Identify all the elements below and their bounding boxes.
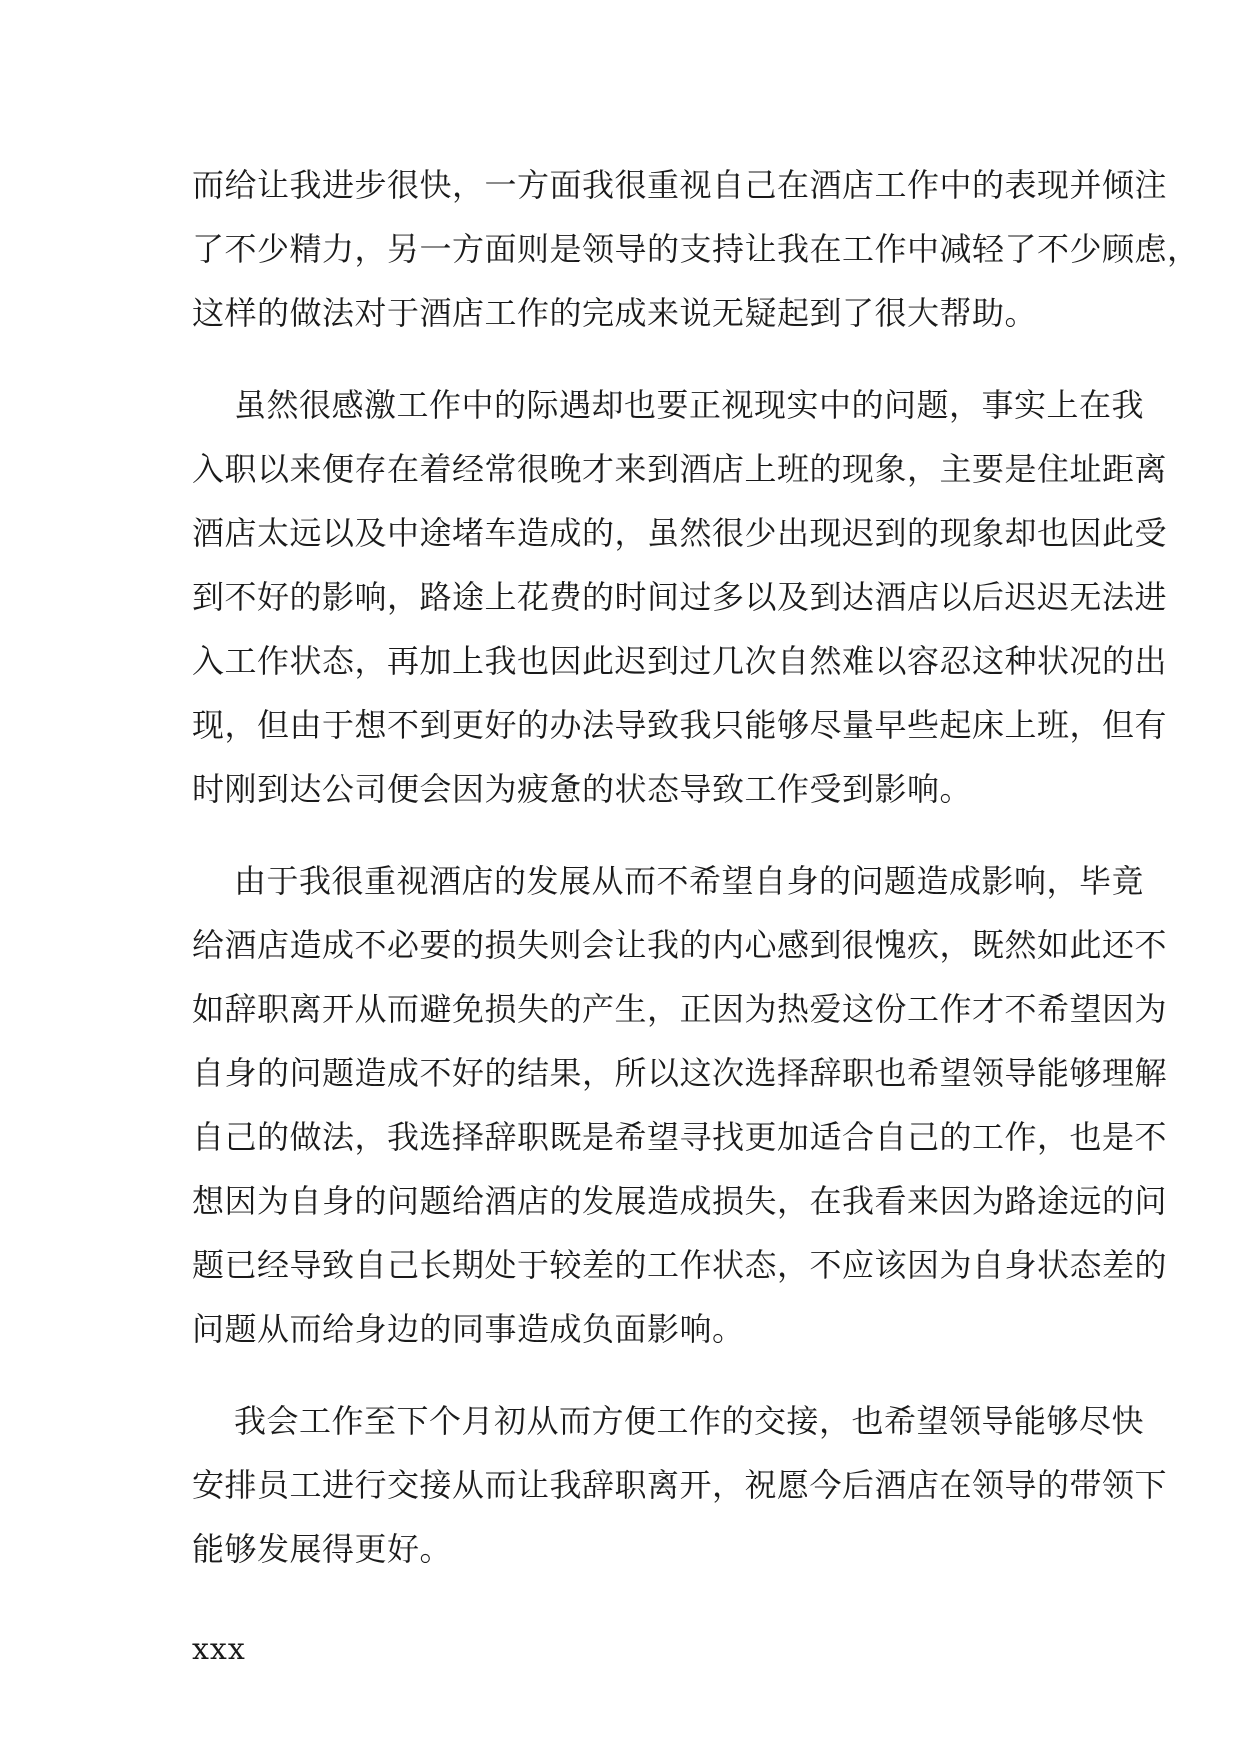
document-body <box>192 160 1200 1670</box>
paragraph-line: 想因为自身的问题给酒店的发展造成损失，在我看来因为路途远的问 <box>192 1182 1168 1220</box>
paragraph-line: 虽然很感激工作中的际遇却也要正视现实中的问题，事实上在我 <box>234 386 1145 424</box>
paragraph-line: 问题从而给身边的同事造成负面影响。 <box>192 1310 745 1348</box>
paragraph-line: 安排员工进行交接从而让我辞职离开，祝愿今后酒店在领导的带领下 <box>192 1466 1168 1504</box>
paragraph-line: 酒店太远以及中途堵车造成的，虽然很少出现迟到的现象却也因此受 <box>192 514 1168 552</box>
paragraph-spacer <box>192 1368 1052 1396</box>
paragraph-line: 由于我很重视酒店的发展从而不希望自身的问题造成影响，毕竟 <box>234 862 1145 900</box>
paragraph-3 <box>192 856 1168 1368</box>
paragraph-line: 时刚到达公司便会因为疲惫的状态导致工作受到影响。 <box>192 770 973 808</box>
paragraph-line: 入职以来便存在着经常很晚才来到酒店上班的现象，主要是住址距离 <box>192 450 1168 488</box>
paragraph-line: 自身的问题造成不好的结果，所以这次选择辞职也希望领导能够理解 <box>192 1054 1168 1092</box>
paragraph-line: 了不少精力，另一方面则是领导的支持让我在工作中减轻了不少顾虑， <box>192 230 1200 268</box>
paragraph-spacer <box>192 352 1052 380</box>
paragraph-line: 入工作状态，再加上我也因此迟到过几次自然难以容忍这种状况的出 <box>192 642 1168 680</box>
paragraph-line: 题已经导致自己长期处于较差的工作状态，不应该因为自身状态差的 <box>192 1246 1168 1284</box>
paragraph-4 <box>192 1396 1168 1588</box>
paragraph-line: 现，但由于想不到更好的办法导致我只能够尽量早些起床上班，但有 <box>192 706 1168 744</box>
signature: xxx <box>192 1632 246 1667</box>
paragraph-line: 我会工作至下个月初从而方便工作的交接，也希望领导能够尽快 <box>234 1402 1145 1440</box>
paragraph-line: 而给让我进步很快，一方面我很重视自己在酒店工作中的表现并倾注 <box>192 166 1168 204</box>
paragraph-line: 自己的做法，我选择辞职既是希望寻找更加适合自己的工作，也是不 <box>192 1118 1168 1156</box>
paragraph-line: 能够发展得更好。 <box>192 1530 453 1568</box>
paragraph-1 <box>192 160 1200 352</box>
paragraph-line: 如辞职离开从而避免损失的产生，正因为热爱这份工作才不希望因为 <box>192 990 1168 1028</box>
paragraph-2 <box>192 380 1168 828</box>
paragraph-line: 到不好的影响，路途上花费的时间过多以及到达酒店以后迟迟无法进 <box>192 578 1168 616</box>
paragraph-spacer <box>192 1588 1052 1616</box>
paragraph-line: 这样的做法对于酒店工作的完成来说无疑起到了很大帮助。 <box>192 294 1038 332</box>
paragraph-line: 给酒店造成不必要的损失则会让我的内心感到很愧疚，既然如此还不 <box>192 926 1168 964</box>
paragraph-spacer <box>192 828 1052 856</box>
